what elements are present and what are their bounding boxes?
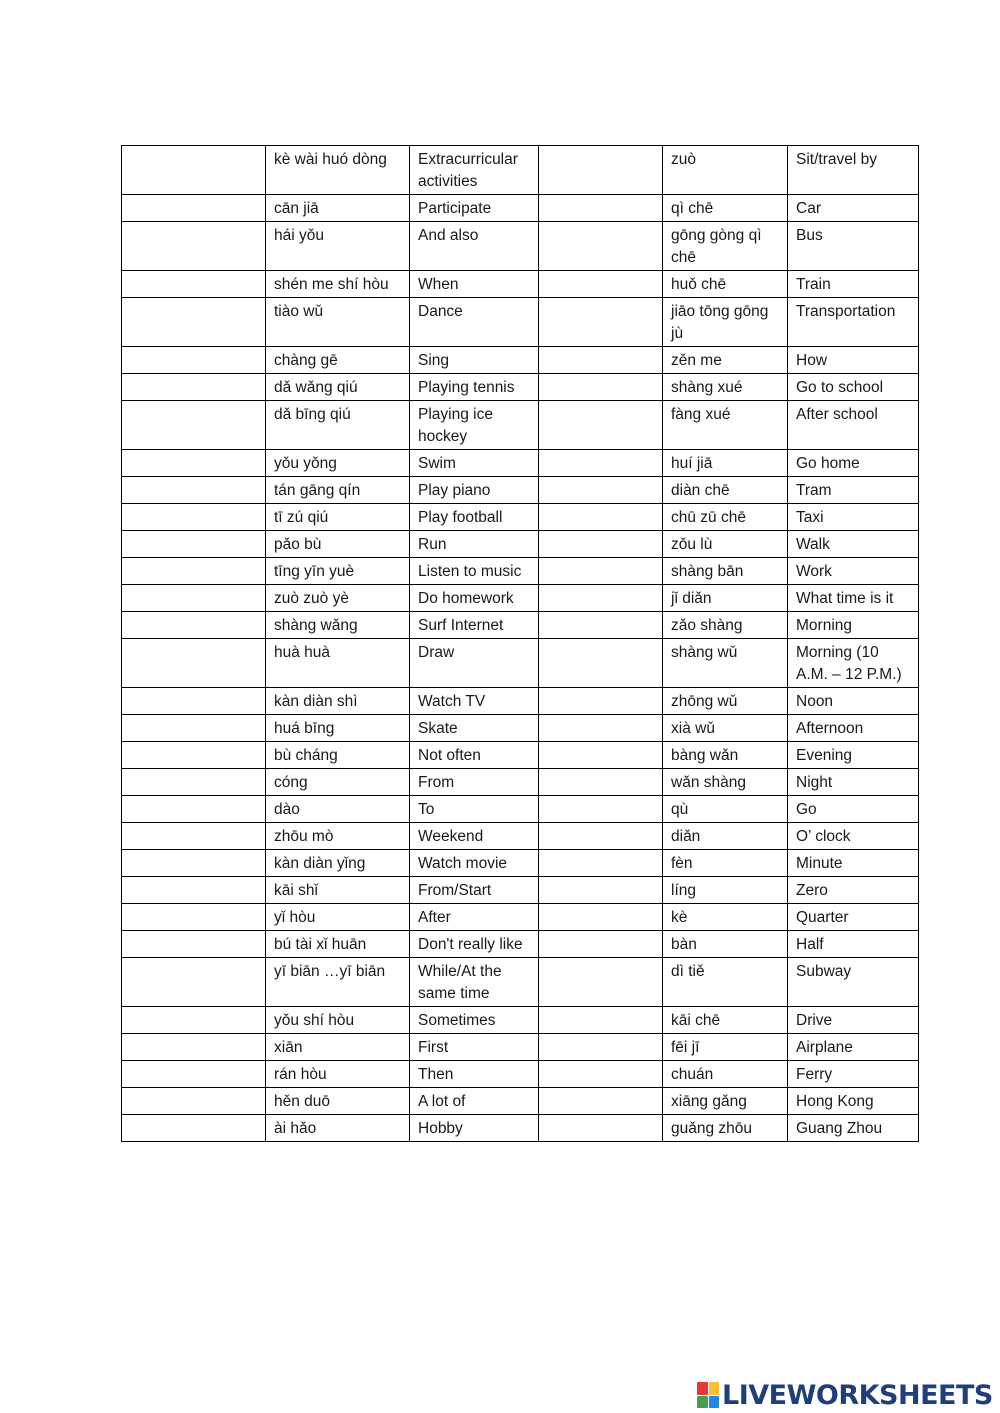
blank-cell-left[interactable] <box>122 688 266 715</box>
english-cell-left: Swim <box>410 450 539 477</box>
blank-cell-right[interactable] <box>539 1034 663 1061</box>
english-cell-right: Minute <box>788 850 919 877</box>
table-row <box>122 1115 919 1142</box>
blank-cell-left[interactable] <box>122 850 266 877</box>
english-cell-right: Walk <box>788 531 919 558</box>
english-cell-left: Watch TV <box>410 688 539 715</box>
english-cell-left: Sometimes <box>410 1007 539 1034</box>
blank-cell-left[interactable] <box>122 347 266 374</box>
english-cell-right: Afternoon <box>788 715 919 742</box>
table-row <box>122 477 919 504</box>
pinyin-cell-right: zěn me <box>663 347 788 374</box>
blank-cell-right[interactable] <box>539 146 663 195</box>
blank-cell-right[interactable] <box>539 877 663 904</box>
pinyin-cell-right: xià wǔ <box>663 715 788 742</box>
english-cell-left: To <box>410 796 539 823</box>
blank-cell-left[interactable] <box>122 742 266 769</box>
blank-cell-right[interactable] <box>539 1007 663 1034</box>
pinyin-cell-left: kàn diàn yǐng <box>266 850 410 877</box>
blank-cell-left[interactable] <box>122 1034 266 1061</box>
pinyin-cell-right: dì tiě <box>663 958 788 1007</box>
blank-cell-right[interactable] <box>539 222 663 271</box>
blank-cell-right[interactable] <box>539 271 663 298</box>
pinyin-cell-left: xiān <box>266 1034 410 1061</box>
english-cell-right: Subway <box>788 958 919 1007</box>
pinyin-cell-right: jǐ diǎn <box>663 585 788 612</box>
english-cell-right: Transportation <box>788 298 919 347</box>
blank-cell-left[interactable] <box>122 612 266 639</box>
table-row <box>122 222 919 271</box>
pinyin-cell-left: tīng yīn yuè <box>266 558 410 585</box>
blank-cell-left[interactable] <box>122 146 266 195</box>
english-cell-left: Dance <box>410 298 539 347</box>
blank-cell-left[interactable] <box>122 558 266 585</box>
blank-cell-left[interactable] <box>122 271 266 298</box>
blank-cell-left[interactable] <box>122 477 266 504</box>
table-row <box>122 904 919 931</box>
table-row <box>122 823 919 850</box>
blank-cell-left[interactable] <box>122 769 266 796</box>
pinyin-cell-left: yǒu shí hòu <box>266 1007 410 1034</box>
pinyin-cell-right: shàng xué <box>663 374 788 401</box>
table-row <box>122 401 919 450</box>
english-cell-left: From <box>410 769 539 796</box>
table-row <box>122 298 919 347</box>
english-cell-left: Play football <box>410 504 539 531</box>
table-row <box>122 931 919 958</box>
pinyin-cell-right: huí jiā <box>663 450 788 477</box>
pinyin-cell-right: gōng gòng qì chē <box>663 222 788 271</box>
blank-cell-left[interactable] <box>122 298 266 347</box>
pinyin-cell-right: huǒ chē <box>663 271 788 298</box>
english-cell-left: After <box>410 904 539 931</box>
pinyin-cell-right: guǎng zhōu <box>663 1115 788 1142</box>
pinyin-cell-left: yǐ hòu <box>266 904 410 931</box>
english-cell-left: Watch movie <box>410 850 539 877</box>
blank-cell-left[interactable] <box>122 958 266 1007</box>
blank-cell-right[interactable] <box>539 639 663 688</box>
english-cell-right: Drive <box>788 1007 919 1034</box>
pinyin-cell-right: líng <box>663 877 788 904</box>
pinyin-cell-left: tī zú qiú <box>266 504 410 531</box>
blank-cell-right[interactable] <box>539 688 663 715</box>
english-cell-left: Play piano <box>410 477 539 504</box>
blank-cell-left[interactable] <box>122 531 266 558</box>
english-cell-right: Sit/travel by <box>788 146 919 195</box>
pinyin-cell-right: wǎn shàng <box>663 769 788 796</box>
english-cell-right: Work <box>788 558 919 585</box>
pinyin-cell-right: shàng wǔ <box>663 639 788 688</box>
blank-cell-right[interactable] <box>539 742 663 769</box>
pinyin-cell-right: jiāo tōng gōng jù <box>663 298 788 347</box>
blank-cell-left[interactable] <box>122 1007 266 1034</box>
pinyin-cell-left: cóng <box>266 769 410 796</box>
table-row <box>122 146 919 195</box>
pinyin-cell-right: kāi chē <box>663 1007 788 1034</box>
english-cell-left: Participate <box>410 195 539 222</box>
blank-cell-right[interactable] <box>539 931 663 958</box>
blank-cell-right[interactable] <box>539 769 663 796</box>
blank-cell-left[interactable] <box>122 374 266 401</box>
english-cell-left: Playing tennis <box>410 374 539 401</box>
table-row <box>122 347 919 374</box>
pinyin-cell-right: chū zū chē <box>663 504 788 531</box>
blank-cell-right[interactable] <box>539 958 663 1007</box>
table-row <box>122 1061 919 1088</box>
english-cell-right: Quarter <box>788 904 919 931</box>
table-row <box>122 1088 919 1115</box>
pinyin-cell-left: shàng wǎng <box>266 612 410 639</box>
english-cell-right: Train <box>788 271 919 298</box>
english-cell-right: Car <box>788 195 919 222</box>
blank-cell-left[interactable] <box>122 1061 266 1088</box>
blank-cell-right[interactable] <box>539 531 663 558</box>
blank-cell-left[interactable] <box>122 931 266 958</box>
pinyin-cell-left: hái yǒu <box>266 222 410 271</box>
english-cell-left: And also <box>410 222 539 271</box>
pinyin-cell-right: fàng xué <box>663 401 788 450</box>
table-row <box>122 958 919 1007</box>
pinyin-cell-right: diàn chē <box>663 477 788 504</box>
liveworksheets-logo-icon <box>697 1382 719 1408</box>
blank-cell-left[interactable] <box>122 796 266 823</box>
pinyin-cell-left: dǎ wǎng qiú <box>266 374 410 401</box>
blank-cell-left[interactable] <box>122 904 266 931</box>
blank-cell-left[interactable] <box>122 715 266 742</box>
english-cell-left: Extracurricular activities <box>410 146 539 195</box>
blank-cell-left[interactable] <box>122 1088 266 1115</box>
english-cell-left: Listen to music <box>410 558 539 585</box>
pinyin-cell-right: fēi jī <box>663 1034 788 1061</box>
english-cell-right: Airplane <box>788 1034 919 1061</box>
table-row <box>122 450 919 477</box>
pinyin-cell-left: ài hǎo <box>266 1115 410 1142</box>
blank-cell-left[interactable] <box>122 450 266 477</box>
english-cell-left: First <box>410 1034 539 1061</box>
table-row <box>122 850 919 877</box>
pinyin-cell-right: zǒu lù <box>663 531 788 558</box>
blank-cell-right[interactable] <box>539 612 663 639</box>
english-cell-left: Playing ice hockey <box>410 401 539 450</box>
english-cell-left: Sing <box>410 347 539 374</box>
english-cell-right: Tram <box>788 477 919 504</box>
table-row <box>122 742 919 769</box>
pinyin-cell-left: chàng gē <box>266 347 410 374</box>
pinyin-cell-right: chuán <box>663 1061 788 1088</box>
pinyin-cell-left: tiào wǔ <box>266 298 410 347</box>
blank-cell-right[interactable] <box>539 374 663 401</box>
blank-cell-left[interactable] <box>122 1115 266 1142</box>
pinyin-cell-right: xiāng gǎng <box>663 1088 788 1115</box>
english-cell-left: Draw <box>410 639 539 688</box>
pinyin-cell-left: hěn duō <box>266 1088 410 1115</box>
blank-cell-left[interactable] <box>122 639 266 688</box>
blank-cell-right[interactable] <box>539 1088 663 1115</box>
english-cell-right: Night <box>788 769 919 796</box>
blank-cell-right[interactable] <box>539 1061 663 1088</box>
english-cell-left: Don't really like <box>410 931 539 958</box>
table-row <box>122 558 919 585</box>
english-cell-left: Hobby <box>410 1115 539 1142</box>
pinyin-cell-right: bàng wǎn <box>663 742 788 769</box>
pinyin-cell-left: bù cháng <box>266 742 410 769</box>
english-cell-left: When <box>410 271 539 298</box>
english-cell-right: Morning <box>788 612 919 639</box>
table-row <box>122 769 919 796</box>
pinyin-cell-left: cān jiā <box>266 195 410 222</box>
pinyin-cell-left: bú tài xǐ huān <box>266 931 410 958</box>
table-row <box>122 271 919 298</box>
table-row <box>122 585 919 612</box>
table-row <box>122 1034 919 1061</box>
blank-cell-right[interactable] <box>539 585 663 612</box>
english-cell-right: Zero <box>788 877 919 904</box>
pinyin-cell-left: zhōu mò <box>266 823 410 850</box>
english-cell-right: Hong Kong <box>788 1088 919 1115</box>
table-row <box>122 195 919 222</box>
english-cell-left: Do homework <box>410 585 539 612</box>
english-cell-left: A lot of <box>410 1088 539 1115</box>
blank-cell-right[interactable] <box>539 715 663 742</box>
blank-cell-right[interactable] <box>539 823 663 850</box>
blank-cell-right[interactable] <box>539 850 663 877</box>
logo-text: LIVEWORKSHEETS <box>722 1379 993 1411</box>
blank-cell-left[interactable] <box>122 222 266 271</box>
pinyin-cell-right: kè <box>663 904 788 931</box>
blank-cell-right[interactable] <box>539 504 663 531</box>
blank-cell-right[interactable] <box>539 401 663 450</box>
pinyin-cell-left: dào <box>266 796 410 823</box>
english-cell-right: Half <box>788 931 919 958</box>
english-cell-left: From/Start <box>410 877 539 904</box>
pinyin-cell-left: tán gāng qín <box>266 477 410 504</box>
pinyin-cell-right: bàn <box>663 931 788 958</box>
english-cell-left: Skate <box>410 715 539 742</box>
table-row <box>122 877 919 904</box>
pinyin-cell-left: dǎ bīng qiú <box>266 401 410 450</box>
blank-cell-right[interactable] <box>539 450 663 477</box>
blank-cell-right[interactable] <box>539 558 663 585</box>
english-cell-right: Noon <box>788 688 919 715</box>
english-cell-right: How <box>788 347 919 374</box>
blank-cell-right[interactable] <box>539 796 663 823</box>
pinyin-cell-right: qù <box>663 796 788 823</box>
pinyin-cell-left: kāi shǐ <box>266 877 410 904</box>
table-row <box>122 688 919 715</box>
pinyin-cell-left: huá bīng <box>266 715 410 742</box>
blank-cell-left[interactable] <box>122 401 266 450</box>
blank-cell-left[interactable] <box>122 195 266 222</box>
vocabulary-table <box>121 145 919 1142</box>
english-cell-right: Guang Zhou <box>788 1115 919 1142</box>
liveworksheets-logo <box>697 1379 993 1411</box>
pinyin-cell-left: yī biān …yī biān <box>266 958 410 1007</box>
english-cell-left: Not often <box>410 742 539 769</box>
pinyin-cell-right: fèn <box>663 850 788 877</box>
table-row <box>122 612 919 639</box>
pinyin-cell-left: shén me shí hòu <box>266 271 410 298</box>
english-cell-left: Then <box>410 1061 539 1088</box>
pinyin-cell-left: yǒu yǒng <box>266 450 410 477</box>
blank-cell-right[interactable] <box>539 347 663 374</box>
blank-cell-right[interactable] <box>539 195 663 222</box>
pinyin-cell-left: huà huà <box>266 639 410 688</box>
vocabulary-table-body <box>122 146 919 1142</box>
english-cell-right: Morning (10 A.M. – 12 P.M.) <box>788 639 919 688</box>
english-cell-right: Evening <box>788 742 919 769</box>
blank-cell-left[interactable] <box>122 877 266 904</box>
blank-cell-left[interactable] <box>122 504 266 531</box>
pinyin-cell-left: pǎo bù <box>266 531 410 558</box>
blank-cell-right[interactable] <box>539 298 663 347</box>
table-row <box>122 639 919 688</box>
table-row <box>122 531 919 558</box>
table-row <box>122 374 919 401</box>
table-row <box>122 1007 919 1034</box>
english-cell-right: O’ clock <box>788 823 919 850</box>
english-cell-right: Go to school <box>788 374 919 401</box>
blank-cell-right[interactable] <box>539 904 663 931</box>
pinyin-cell-right: zhōng wǔ <box>663 688 788 715</box>
english-cell-left: While/At the same time <box>410 958 539 1007</box>
pinyin-cell-right: zǎo shàng <box>663 612 788 639</box>
pinyin-cell-right: diǎn <box>663 823 788 850</box>
blank-cell-left[interactable] <box>122 823 266 850</box>
english-cell-right: Go home <box>788 450 919 477</box>
table-row <box>122 715 919 742</box>
pinyin-cell-right: shàng bān <box>663 558 788 585</box>
pinyin-cell-left: rán hòu <box>266 1061 410 1088</box>
pinyin-cell-left: kàn diàn shì <box>266 688 410 715</box>
english-cell-right: Go <box>788 796 919 823</box>
english-cell-left: Run <box>410 531 539 558</box>
blank-cell-right[interactable] <box>539 477 663 504</box>
english-cell-right: What time is it <box>788 585 919 612</box>
english-cell-right: After school <box>788 401 919 450</box>
table-row <box>122 504 919 531</box>
blank-cell-right[interactable] <box>539 1115 663 1142</box>
english-cell-left: Weekend <box>410 823 539 850</box>
pinyin-cell-left: zuò zuò yè <box>266 585 410 612</box>
pinyin-cell-right: zuò <box>663 146 788 195</box>
table-row <box>122 796 919 823</box>
english-cell-left: Surf Internet <box>410 612 539 639</box>
english-cell-right: Ferry <box>788 1061 919 1088</box>
blank-cell-left[interactable] <box>122 585 266 612</box>
english-cell-right: Bus <box>788 222 919 271</box>
pinyin-cell-left: kè wài huó dòng <box>266 146 410 195</box>
english-cell-right: Taxi <box>788 504 919 531</box>
pinyin-cell-right: qì chē <box>663 195 788 222</box>
